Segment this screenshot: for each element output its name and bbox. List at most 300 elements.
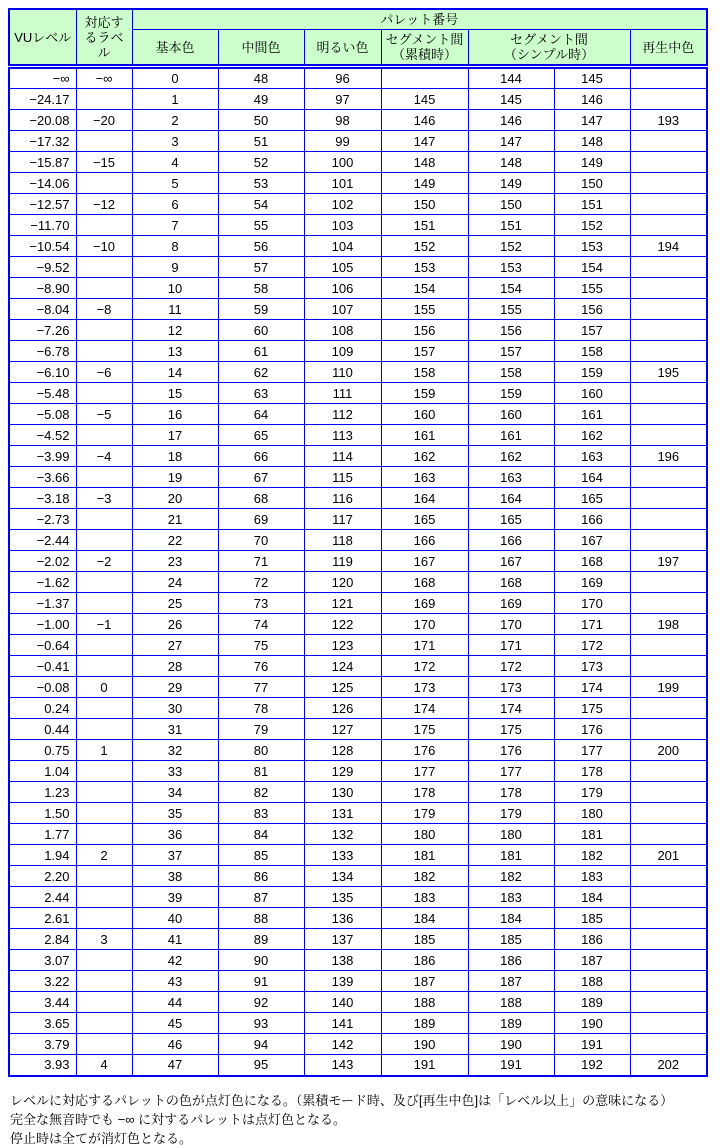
mid-color-cell: 71 bbox=[218, 551, 304, 572]
table-row bbox=[9, 761, 707, 782]
segment-simple-cell-2: 187 bbox=[554, 950, 630, 971]
vu-level-cell: 0.24 bbox=[9, 698, 76, 719]
playing-color-cell bbox=[630, 593, 707, 614]
segment-simple-cell-2: 157 bbox=[554, 320, 630, 341]
bright-color-cell: 139 bbox=[304, 971, 381, 992]
playing-color-cell bbox=[630, 866, 707, 887]
vu-level-cell: 3.07 bbox=[9, 950, 76, 971]
segment-simple-cell-1: 177 bbox=[468, 761, 554, 782]
mid-color-cell: 78 bbox=[218, 698, 304, 719]
mid-color-cell: 69 bbox=[218, 509, 304, 530]
segment-cumulative-cell: 167 bbox=[381, 551, 468, 572]
segment-simple-cell-2: 172 bbox=[554, 635, 630, 656]
vu-level-cell: −6.78 bbox=[9, 341, 76, 362]
segment-simple-cell-1: 167 bbox=[468, 551, 554, 572]
segment-simple-cell-2: 150 bbox=[554, 173, 630, 194]
label-cell bbox=[76, 131, 132, 152]
vu-level-cell: 3.79 bbox=[9, 1034, 76, 1055]
vu-level-cell: −20.08 bbox=[9, 110, 76, 131]
bright-color-cell: 136 bbox=[304, 908, 381, 929]
bright-color-cell: 114 bbox=[304, 446, 381, 467]
header-mid-color: 中間色 bbox=[218, 30, 304, 67]
segment-simple-cell-2: 165 bbox=[554, 488, 630, 509]
vu-level-cell: −0.08 bbox=[9, 677, 76, 698]
vu-level-cell: −5.48 bbox=[9, 383, 76, 404]
segment-simple-cell-2: 181 bbox=[554, 824, 630, 845]
vu-level-cell: −2.73 bbox=[9, 509, 76, 530]
basic-color-cell: 31 bbox=[132, 719, 218, 740]
table-row bbox=[9, 152, 707, 173]
vu-level-cell: 1.23 bbox=[9, 782, 76, 803]
playing-color-cell bbox=[630, 488, 707, 509]
segment-simple-cell-1: 191 bbox=[468, 1055, 554, 1076]
mid-color-cell: 59 bbox=[218, 299, 304, 320]
bright-color-cell: 134 bbox=[304, 866, 381, 887]
table-row bbox=[9, 278, 707, 299]
segment-cumulative-cell bbox=[381, 67, 468, 89]
segment-simple-cell-2: 152 bbox=[554, 215, 630, 236]
segment-cumulative-cell: 146 bbox=[381, 110, 468, 131]
segment-cumulative-cell: 170 bbox=[381, 614, 468, 635]
label-cell bbox=[76, 908, 132, 929]
basic-color-cell: 40 bbox=[132, 908, 218, 929]
label-cell bbox=[76, 425, 132, 446]
vu-level-cell: −3.66 bbox=[9, 467, 76, 488]
segment-simple-cell-1: 168 bbox=[468, 572, 554, 593]
segment-cumulative-cell: 187 bbox=[381, 971, 468, 992]
bright-color-cell: 109 bbox=[304, 341, 381, 362]
label-cell bbox=[76, 509, 132, 530]
table-row bbox=[9, 383, 707, 404]
footnote-line: レベルに対応するパレットの色が点灯色になる。（累積モード時、及び[再生中色]は「レベル以上」の意味になる） bbox=[10, 1092, 674, 1108]
label-cell: −5 bbox=[76, 404, 132, 425]
mid-color-cell: 93 bbox=[218, 1013, 304, 1034]
playing-color-cell bbox=[630, 67, 707, 89]
label-cell bbox=[76, 656, 132, 677]
basic-color-cell: 19 bbox=[132, 467, 218, 488]
playing-color-cell bbox=[630, 89, 707, 110]
mid-color-cell: 53 bbox=[218, 173, 304, 194]
label-cell: −2 bbox=[76, 551, 132, 572]
basic-color-cell: 21 bbox=[132, 509, 218, 530]
segment-simple-cell-1: 164 bbox=[468, 488, 554, 509]
segment-simple-cell-1: 173 bbox=[468, 677, 554, 698]
segment-simple-cell-2: 161 bbox=[554, 404, 630, 425]
vu-level-cell: −3.18 bbox=[9, 488, 76, 509]
playing-color-cell bbox=[630, 803, 707, 824]
mid-color-cell: 62 bbox=[218, 362, 304, 383]
footnote-line: 停止時は全てが消灯色となる。 bbox=[10, 1130, 193, 1146]
playing-color-cell bbox=[630, 698, 707, 719]
segment-simple-cell-1: 151 bbox=[468, 215, 554, 236]
label-cell: −15 bbox=[76, 152, 132, 173]
mid-color-cell: 90 bbox=[218, 950, 304, 971]
table-row bbox=[9, 215, 707, 236]
header-vu-level: VUレベル bbox=[9, 9, 76, 67]
mid-color-cell: 87 bbox=[218, 887, 304, 908]
basic-color-cell: 32 bbox=[132, 740, 218, 761]
segment-cumulative-cell: 190 bbox=[381, 1034, 468, 1055]
segment-simple-cell-1: 152 bbox=[468, 236, 554, 257]
bright-color-cell: 127 bbox=[304, 719, 381, 740]
segment-simple-cell-2: 179 bbox=[554, 782, 630, 803]
segment-cumulative-cell: 156 bbox=[381, 320, 468, 341]
mid-color-cell: 50 bbox=[218, 110, 304, 131]
segment-cumulative-cell: 152 bbox=[381, 236, 468, 257]
label-cell bbox=[76, 215, 132, 236]
mid-color-cell: 76 bbox=[218, 656, 304, 677]
basic-color-cell: 26 bbox=[132, 614, 218, 635]
header-palette-number: パレット番号 bbox=[132, 9, 707, 30]
label-cell bbox=[76, 341, 132, 362]
segment-simple-cell-1: 176 bbox=[468, 740, 554, 761]
segment-simple-cell-2: 183 bbox=[554, 866, 630, 887]
segment-simple-cell-1: 182 bbox=[468, 866, 554, 887]
label-cell: −6 bbox=[76, 362, 132, 383]
segment-simple-cell-2: 171 bbox=[554, 614, 630, 635]
basic-color-cell: 36 bbox=[132, 824, 218, 845]
mid-color-cell: 49 bbox=[218, 89, 304, 110]
label-cell bbox=[76, 593, 132, 614]
label-cell bbox=[76, 1013, 132, 1034]
bright-color-cell: 138 bbox=[304, 950, 381, 971]
playing-color-cell bbox=[630, 152, 707, 173]
playing-color-cell bbox=[630, 950, 707, 971]
basic-color-cell: 9 bbox=[132, 257, 218, 278]
bright-color-cell: 107 bbox=[304, 299, 381, 320]
playing-color-cell bbox=[630, 467, 707, 488]
segment-simple-cell-2: 176 bbox=[554, 719, 630, 740]
basic-color-cell: 27 bbox=[132, 635, 218, 656]
table-row bbox=[9, 173, 707, 194]
playing-color-cell: 196 bbox=[630, 446, 707, 467]
mid-color-cell: 68 bbox=[218, 488, 304, 509]
vu-level-cell: 1.77 bbox=[9, 824, 76, 845]
segment-simple-cell-2: 178 bbox=[554, 761, 630, 782]
segment-simple-cell-1: 155 bbox=[468, 299, 554, 320]
basic-color-cell: 12 bbox=[132, 320, 218, 341]
table-row bbox=[9, 845, 707, 866]
vu-level-cell: 2.61 bbox=[9, 908, 76, 929]
segment-simple-cell-2: 146 bbox=[554, 89, 630, 110]
basic-color-cell: 47 bbox=[132, 1055, 218, 1076]
footnotes bbox=[10, 1091, 720, 1148]
segment-simple-cell-2: 148 bbox=[554, 131, 630, 152]
mid-color-cell: 56 bbox=[218, 236, 304, 257]
mid-color-cell: 92 bbox=[218, 992, 304, 1013]
bright-color-cell: 112 bbox=[304, 404, 381, 425]
segment-simple-cell-1: 183 bbox=[468, 887, 554, 908]
basic-color-cell: 35 bbox=[132, 803, 218, 824]
playing-color-cell bbox=[630, 530, 707, 551]
playing-color-cell bbox=[630, 299, 707, 320]
segment-simple-cell-2: 159 bbox=[554, 362, 630, 383]
table-row bbox=[9, 824, 707, 845]
basic-color-cell: 16 bbox=[132, 404, 218, 425]
vu-level-cell: −4.52 bbox=[9, 425, 76, 446]
segment-simple-cell-1: 144 bbox=[468, 67, 554, 89]
bright-color-cell: 132 bbox=[304, 824, 381, 845]
vu-level-cell: −2.44 bbox=[9, 530, 76, 551]
segment-cumulative-cell: 149 bbox=[381, 173, 468, 194]
bright-color-cell: 113 bbox=[304, 425, 381, 446]
vu-level-cell: 1.50 bbox=[9, 803, 76, 824]
segment-cumulative-cell: 150 bbox=[381, 194, 468, 215]
header-bright-color: 明るい色 bbox=[304, 30, 381, 67]
vu-level-cell: 0.75 bbox=[9, 740, 76, 761]
mid-color-cell: 60 bbox=[218, 320, 304, 341]
segment-cumulative-cell: 158 bbox=[381, 362, 468, 383]
bright-color-cell: 102 bbox=[304, 194, 381, 215]
segment-simple-cell-1: 175 bbox=[468, 719, 554, 740]
playing-color-cell bbox=[630, 320, 707, 341]
table-row bbox=[9, 908, 707, 929]
basic-color-cell: 20 bbox=[132, 488, 218, 509]
basic-color-cell: 23 bbox=[132, 551, 218, 572]
segment-simple-cell-1: 169 bbox=[468, 593, 554, 614]
vu-level-cell: 3.65 bbox=[9, 1013, 76, 1034]
bright-color-cell: 128 bbox=[304, 740, 381, 761]
mid-color-cell: 52 bbox=[218, 152, 304, 173]
basic-color-cell: 42 bbox=[132, 950, 218, 971]
segment-simple-cell-1: 154 bbox=[468, 278, 554, 299]
playing-color-cell bbox=[630, 929, 707, 950]
segment-cumulative-cell: 168 bbox=[381, 572, 468, 593]
segment-simple-cell-1: 190 bbox=[468, 1034, 554, 1055]
mid-color-cell: 82 bbox=[218, 782, 304, 803]
segment-cumulative-cell: 161 bbox=[381, 425, 468, 446]
table-row bbox=[9, 572, 707, 593]
mid-color-cell: 75 bbox=[218, 635, 304, 656]
label-cell: −20 bbox=[76, 110, 132, 131]
playing-color-cell: 201 bbox=[630, 845, 707, 866]
segment-simple-cell-2: 149 bbox=[554, 152, 630, 173]
vu-level-cell: −1.37 bbox=[9, 593, 76, 614]
label-cell bbox=[76, 635, 132, 656]
segment-simple-cell-1: 153 bbox=[468, 257, 554, 278]
vu-level-cell: −1.00 bbox=[9, 614, 76, 635]
palette-table bbox=[8, 8, 708, 1077]
label-cell bbox=[76, 1034, 132, 1055]
vu-level-cell: −14.06 bbox=[9, 173, 76, 194]
mid-color-cell: 84 bbox=[218, 824, 304, 845]
label-cell bbox=[76, 89, 132, 110]
segment-simple-cell-1: 171 bbox=[468, 635, 554, 656]
playing-color-cell: 195 bbox=[630, 362, 707, 383]
mid-color-cell: 73 bbox=[218, 593, 304, 614]
segment-simple-cell-1: 149 bbox=[468, 173, 554, 194]
segment-simple-cell-2: 167 bbox=[554, 530, 630, 551]
playing-color-cell bbox=[630, 572, 707, 593]
label-cell bbox=[76, 572, 132, 593]
segment-cumulative-cell: 155 bbox=[381, 299, 468, 320]
playing-color-cell bbox=[630, 761, 707, 782]
playing-color-cell bbox=[630, 971, 707, 992]
mid-color-cell: 64 bbox=[218, 404, 304, 425]
segment-simple-cell-2: 188 bbox=[554, 971, 630, 992]
mid-color-cell: 72 bbox=[218, 572, 304, 593]
table-row bbox=[9, 1013, 707, 1034]
table-row bbox=[9, 320, 707, 341]
segment-simple-cell-2: 177 bbox=[554, 740, 630, 761]
mid-color-cell: 65 bbox=[218, 425, 304, 446]
segment-cumulative-cell: 186 bbox=[381, 950, 468, 971]
segment-simple-cell-2: 182 bbox=[554, 845, 630, 866]
table-row bbox=[9, 467, 707, 488]
vu-level-cell: −9.52 bbox=[9, 257, 76, 278]
bright-color-cell: 105 bbox=[304, 257, 381, 278]
table-row bbox=[9, 1034, 707, 1055]
segment-simple-cell-2: 154 bbox=[554, 257, 630, 278]
segment-simple-cell-1: 162 bbox=[468, 446, 554, 467]
playing-color-cell bbox=[630, 887, 707, 908]
segment-cumulative-cell: 159 bbox=[381, 383, 468, 404]
footnote-line: 完全な無音時でも −∞ に対するパレットは点灯色となる。 bbox=[10, 1111, 346, 1127]
bright-color-cell: 106 bbox=[304, 278, 381, 299]
label-cell bbox=[76, 383, 132, 404]
basic-color-cell: 11 bbox=[132, 299, 218, 320]
mid-color-cell: 63 bbox=[218, 383, 304, 404]
playing-color-cell: 193 bbox=[630, 110, 707, 131]
segment-simple-cell-2: 191 bbox=[554, 1034, 630, 1055]
basic-color-cell: 33 bbox=[132, 761, 218, 782]
segment-simple-cell-1: 145 bbox=[468, 89, 554, 110]
basic-color-cell: 41 bbox=[132, 929, 218, 950]
bright-color-cell: 142 bbox=[304, 1034, 381, 1055]
segment-cumulative-cell: 164 bbox=[381, 488, 468, 509]
segment-simple-cell-2: 186 bbox=[554, 929, 630, 950]
mid-color-cell: 48 bbox=[218, 67, 304, 89]
playing-color-cell bbox=[630, 194, 707, 215]
playing-color-cell bbox=[630, 425, 707, 446]
palette-table-body bbox=[9, 67, 707, 1076]
segment-cumulative-cell: 172 bbox=[381, 656, 468, 677]
segment-simple-cell-2: 169 bbox=[554, 572, 630, 593]
bright-color-cell: 135 bbox=[304, 887, 381, 908]
segment-simple-cell-1: 179 bbox=[468, 803, 554, 824]
segment-simple-cell-1: 187 bbox=[468, 971, 554, 992]
basic-color-cell: 13 bbox=[132, 341, 218, 362]
label-cell bbox=[76, 320, 132, 341]
playing-color-cell: 194 bbox=[630, 236, 707, 257]
segment-cumulative-cell: 169 bbox=[381, 593, 468, 614]
mid-color-cell: 54 bbox=[218, 194, 304, 215]
table-row bbox=[9, 929, 707, 950]
segment-simple-cell-2: 180 bbox=[554, 803, 630, 824]
segment-simple-cell-1: 160 bbox=[468, 404, 554, 425]
segment-simple-cell-2: 189 bbox=[554, 992, 630, 1013]
basic-color-cell: 0 bbox=[132, 67, 218, 89]
segment-cumulative-cell: 191 bbox=[381, 1055, 468, 1076]
table-row bbox=[9, 488, 707, 509]
table-row bbox=[9, 530, 707, 551]
label-cell: 2 bbox=[76, 845, 132, 866]
mid-color-cell: 91 bbox=[218, 971, 304, 992]
playing-color-cell bbox=[630, 215, 707, 236]
segment-simple-cell-1: 185 bbox=[468, 929, 554, 950]
mid-color-cell: 61 bbox=[218, 341, 304, 362]
vu-level-cell: −6.10 bbox=[9, 362, 76, 383]
segment-simple-cell-1: 186 bbox=[468, 950, 554, 971]
table-row bbox=[9, 1055, 707, 1076]
vu-level-cell: 3.93 bbox=[9, 1055, 76, 1076]
label-cell: 4 bbox=[76, 1055, 132, 1076]
label-cell bbox=[76, 803, 132, 824]
label-cell: −8 bbox=[76, 299, 132, 320]
bright-color-cell: 115 bbox=[304, 467, 381, 488]
bright-color-cell: 123 bbox=[304, 635, 381, 656]
label-cell bbox=[76, 257, 132, 278]
label-cell bbox=[76, 950, 132, 971]
vu-level-cell: −8.04 bbox=[9, 299, 76, 320]
table-row bbox=[9, 887, 707, 908]
playing-color-cell bbox=[630, 257, 707, 278]
segment-simple-cell-2: 145 bbox=[554, 67, 630, 89]
vu-level-cell: 3.22 bbox=[9, 971, 76, 992]
table-row bbox=[9, 362, 707, 383]
table-row bbox=[9, 425, 707, 446]
basic-color-cell: 7 bbox=[132, 215, 218, 236]
table-row bbox=[9, 89, 707, 110]
segment-simple-cell-1: 174 bbox=[468, 698, 554, 719]
label-cell bbox=[76, 782, 132, 803]
table-row bbox=[9, 698, 707, 719]
bright-color-cell: 143 bbox=[304, 1055, 381, 1076]
playing-color-cell bbox=[630, 131, 707, 152]
segment-simple-cell-2: 190 bbox=[554, 1013, 630, 1034]
label-cell bbox=[76, 866, 132, 887]
mid-color-cell: 70 bbox=[218, 530, 304, 551]
segment-simple-cell-1: 172 bbox=[468, 656, 554, 677]
mid-color-cell: 58 bbox=[218, 278, 304, 299]
table-row bbox=[9, 992, 707, 1013]
header-basic-color: 基本色 bbox=[132, 30, 218, 67]
segment-simple-cell-1: 178 bbox=[468, 782, 554, 803]
basic-color-cell: 44 bbox=[132, 992, 218, 1013]
basic-color-cell: 15 bbox=[132, 383, 218, 404]
segment-cumulative-cell: 163 bbox=[381, 467, 468, 488]
segment-simple-cell-2: 160 bbox=[554, 383, 630, 404]
segment-simple-cell-1: 150 bbox=[468, 194, 554, 215]
segment-cumulative-cell: 151 bbox=[381, 215, 468, 236]
basic-color-cell: 29 bbox=[132, 677, 218, 698]
mid-color-cell: 94 bbox=[218, 1034, 304, 1055]
basic-color-cell: 45 bbox=[132, 1013, 218, 1034]
mid-color-cell: 66 bbox=[218, 446, 304, 467]
bright-color-cell: 119 bbox=[304, 551, 381, 572]
header-segment-cumulative: セグメント間 （累積時） bbox=[381, 30, 468, 67]
basic-color-cell: 30 bbox=[132, 698, 218, 719]
vu-level-cell: 1.04 bbox=[9, 761, 76, 782]
mid-color-cell: 51 bbox=[218, 131, 304, 152]
bright-color-cell: 141 bbox=[304, 1013, 381, 1034]
basic-color-cell: 38 bbox=[132, 866, 218, 887]
vu-level-cell: 2.20 bbox=[9, 866, 76, 887]
segment-cumulative-cell: 185 bbox=[381, 929, 468, 950]
playing-color-cell bbox=[630, 782, 707, 803]
vu-level-cell: 2.44 bbox=[9, 887, 76, 908]
basic-color-cell: 22 bbox=[132, 530, 218, 551]
table-row bbox=[9, 803, 707, 824]
table-row bbox=[9, 446, 707, 467]
basic-color-cell: 6 bbox=[132, 194, 218, 215]
vu-level-cell: −0.41 bbox=[9, 656, 76, 677]
mid-color-cell: 88 bbox=[218, 908, 304, 929]
basic-color-cell: 3 bbox=[132, 131, 218, 152]
basic-color-cell: 25 bbox=[132, 593, 218, 614]
vu-level-cell: −∞ bbox=[9, 67, 76, 89]
basic-color-cell: 37 bbox=[132, 845, 218, 866]
